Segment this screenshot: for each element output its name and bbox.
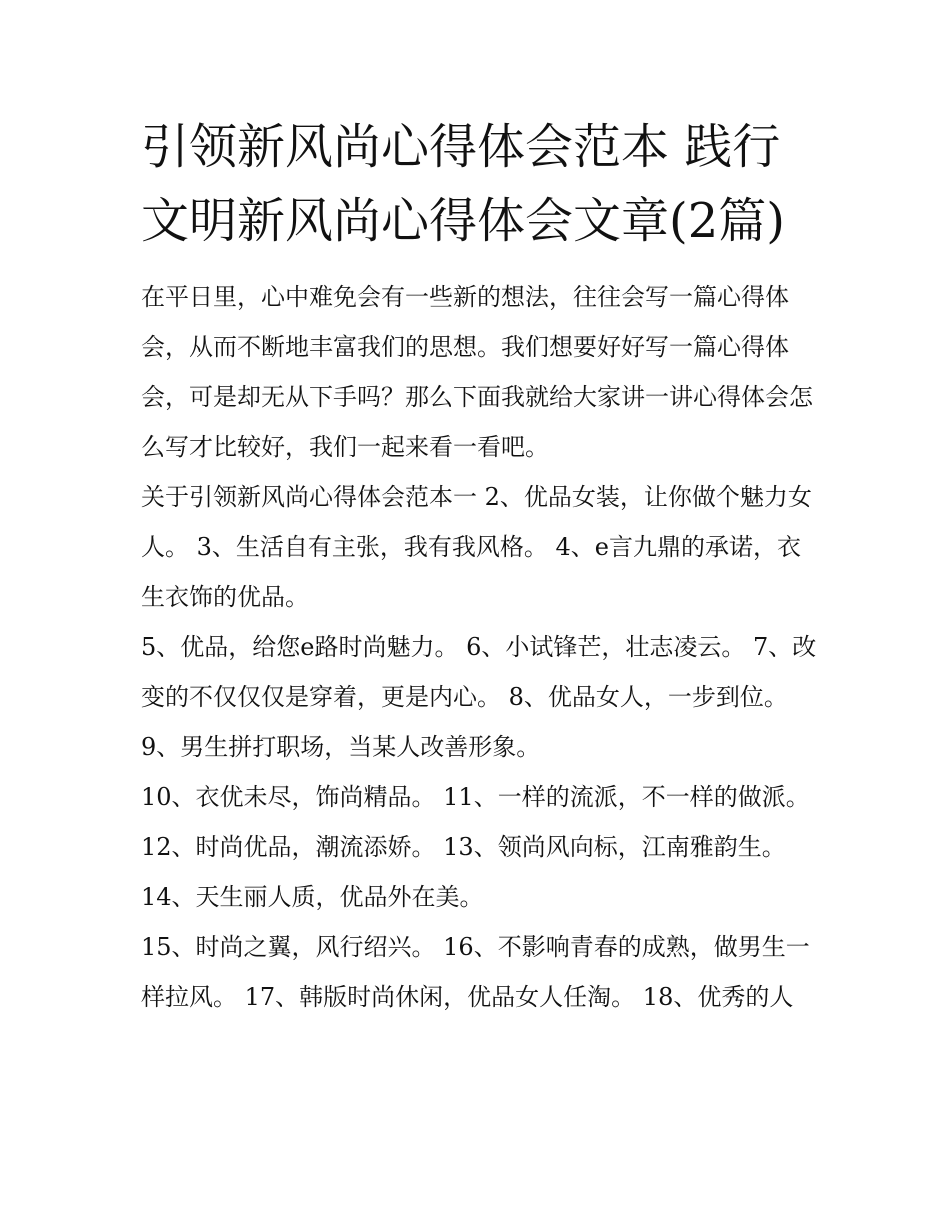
paragraph-slogans-6: 15、时尚之翼，风行绍兴。 16、不影响青春的成熟，做男生一样拉风。 17、韩版时尚休闲，优品女人任淘。 18、优秀的人 bbox=[141, 933, 810, 1011]
document-page bbox=[141, 110, 821, 1022]
paragraph-slogans-5: 14、天生丽人质，优品外在美。 bbox=[141, 883, 484, 911]
paragraph-intro: 在平日里，心中难免会有一些新的想法，往往会写一篇心得体会，从而不断地丰富我们的思想。我们想要好好写一篇心得体会，可是却无从下手吗？那么下面我就给大家讲一讲心得体会怎么写才比较好，我们一起来看一看吧。 bbox=[141, 283, 813, 461]
paragraph-slogans-3: 10、衣优未尽，饰尚精品。 11、一样的流派，不一样的做派。 bbox=[141, 783, 810, 811]
document-title: 引领新风尚心得体会范本 践行文明新风尚心得体会文章(2篇) bbox=[141, 119, 785, 249]
paragraph-slogans-1: 关于引领新风尚心得体会范本一 2、优品女装，让你做个魅力女人。 3、生活自有主张，我有我风格。 4、e言九鼎的承诺，衣生衣饰的优品。 bbox=[141, 483, 812, 611]
paragraph-slogans-2: 5、优品，给您e路时尚魅力。 6、小试锋芒，壮志凌云。 7、改变的不仅仅仅是穿着，更是内心。 8、优品女人，一步到位。 9、男生拼打职场，当某人改善形象。 bbox=[141, 633, 817, 761]
paragraph-slogans-4: 12、时尚优品，潮流添娇。 13、领尚风向标，江南雅韵生。 bbox=[141, 833, 786, 861]
